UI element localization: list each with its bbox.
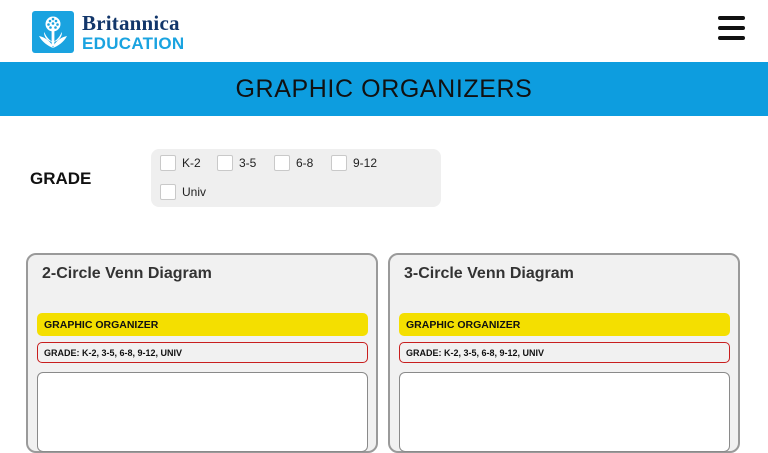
grade-tag: GRADE: K-2, 3-5, 6-8, 9-12, UNIV [37, 342, 368, 363]
checkbox[interactable] [217, 155, 233, 171]
card-title[interactable]: 2-Circle Venn Diagram [42, 265, 212, 282]
logo-sub-text: EDUCATION [82, 33, 185, 53]
logo-brand-text: Britannica [82, 10, 180, 35]
grade-filter-9-12[interactable] [331, 155, 377, 171]
grade-filter-k-2[interactable] [160, 155, 201, 171]
grade-option-label: K-2 [182, 156, 201, 170]
organizer-card-2-circle-venn[interactable] [26, 253, 378, 453]
top-navigation-bar [0, 0, 768, 62]
britannica-education-logo[interactable] [32, 11, 185, 53]
grade-filter-3-5[interactable] [217, 155, 256, 171]
hamburger-menu-icon[interactable] [718, 16, 745, 40]
grade-filter-6-8[interactable] [274, 155, 313, 171]
grade-tag: GRADE: K-2, 3-5, 6-8, 9-12, UNIV [399, 342, 730, 363]
checkbox[interactable] [274, 155, 290, 171]
grade-filter-univ[interactable] [160, 184, 206, 200]
grade-option-label: Univ [182, 185, 207, 199]
grade-option-label: 9-12 [353, 156, 378, 170]
britannica-thistle-logo-icon [32, 11, 74, 53]
category-tag: GRAPHIC ORGANIZER [399, 313, 730, 336]
grade-filter-label: GRADE [30, 169, 92, 188]
grade-option-label: 3-5 [239, 156, 257, 170]
page-title: GRAPHIC ORGANIZERS [235, 74, 533, 103]
card-preview-image[interactable] [399, 372, 730, 452]
category-tag: GRAPHIC ORGANIZER [37, 313, 368, 336]
checkbox[interactable] [331, 155, 347, 171]
checkbox[interactable] [160, 155, 176, 171]
card-preview-image[interactable] [37, 372, 368, 452]
checkbox[interactable] [160, 184, 176, 200]
logo-wordmark [82, 10, 185, 53]
grade-option-label: 6-8 [296, 156, 314, 170]
page-banner [0, 62, 768, 116]
organizer-card-3-circle-venn[interactable] [388, 253, 740, 453]
card-title[interactable]: 3-Circle Venn Diagram [404, 265, 574, 282]
grade-filter-panel [151, 149, 441, 207]
